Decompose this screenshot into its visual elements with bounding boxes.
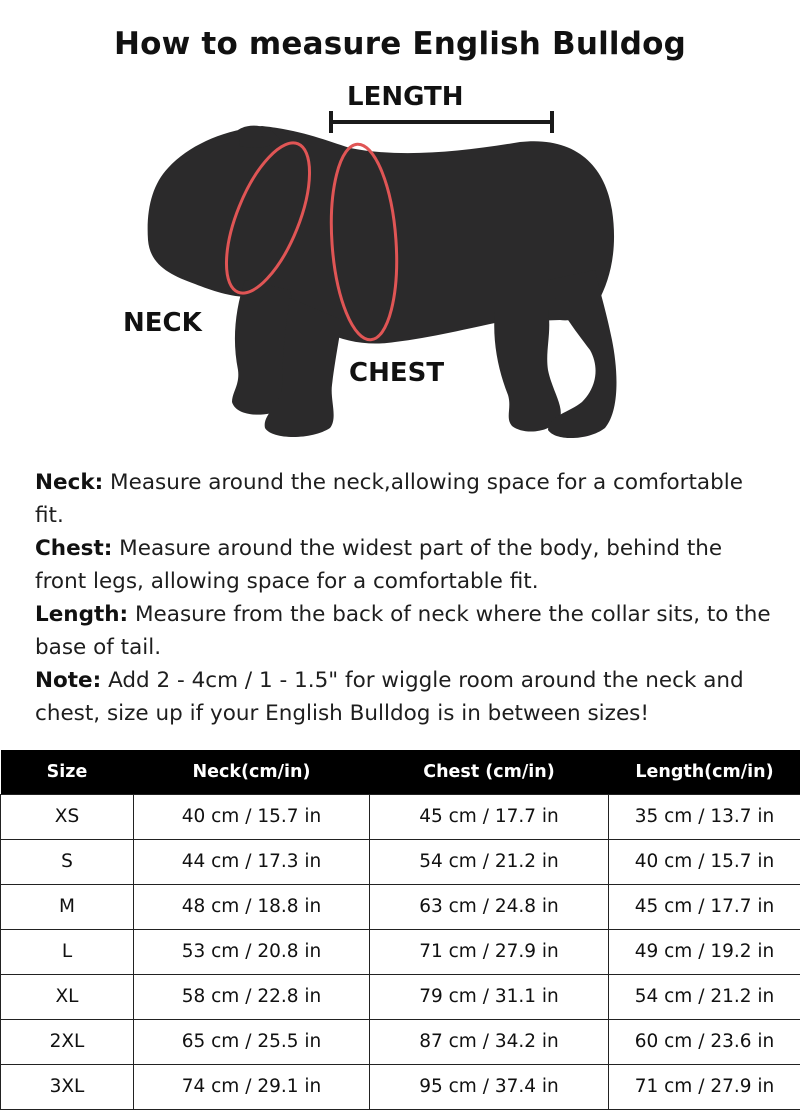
measurement-instructions bbox=[35, 466, 775, 730]
size-chart-table bbox=[0, 750, 800, 1110]
table-row bbox=[1, 974, 800, 1019]
size-cell: 3XL bbox=[1, 1064, 134, 1109]
header-neck: Neck(cm/in) bbox=[134, 750, 370, 794]
table-row bbox=[1, 1064, 800, 1109]
length-cell: 71 cm / 27.9 in bbox=[609, 1064, 800, 1109]
note-neck: Neck: Measure around the neck,allowing space for a comfortable fit. bbox=[35, 470, 743, 528]
length-cell: 54 cm / 21.2 in bbox=[609, 974, 800, 1019]
chest-cell: 95 cm / 37.4 in bbox=[370, 1064, 609, 1109]
length-cell: 49 cm / 19.2 in bbox=[609, 929, 800, 974]
chest-cell: 87 cm / 34.2 in bbox=[370, 1019, 609, 1064]
length-cell: 35 cm / 13.7 in bbox=[609, 794, 800, 839]
length-bar bbox=[331, 111, 552, 133]
neck-cell: 74 cm / 29.1 in bbox=[134, 1064, 370, 1109]
size-cell: 2XL bbox=[1, 1019, 134, 1064]
chest-cell: 63 cm / 24.8 in bbox=[370, 884, 609, 929]
size-cell: L bbox=[1, 929, 134, 974]
size-cell: XL bbox=[1, 974, 134, 1019]
neck-cell: 53 cm / 20.8 in bbox=[134, 929, 370, 974]
table-row bbox=[1, 794, 800, 839]
bulldog-silhouette-icon bbox=[0, 70, 800, 460]
table-header-row bbox=[1, 750, 800, 794]
header-length: Length(cm/in) bbox=[609, 750, 800, 794]
length-cell: 60 cm / 23.6 in bbox=[609, 1019, 800, 1064]
chest-cell: 45 cm / 17.7 in bbox=[370, 794, 609, 839]
neck-cell: 65 cm / 25.5 in bbox=[134, 1019, 370, 1064]
neck-cell: 48 cm / 18.8 in bbox=[134, 884, 370, 929]
chest-cell: 54 cm / 21.2 in bbox=[370, 839, 609, 884]
neck-cell: 58 cm / 22.8 in bbox=[134, 974, 370, 1019]
neck-cell: 44 cm / 17.3 in bbox=[134, 839, 370, 884]
chest-cell: 71 cm / 27.9 in bbox=[370, 929, 609, 974]
table-row bbox=[1, 884, 800, 929]
neck-cell: 40 cm / 15.7 in bbox=[134, 794, 370, 839]
chest-cell: 79 cm / 31.1 in bbox=[370, 974, 609, 1019]
size-cell: S bbox=[1, 839, 134, 884]
note-length: Length: Measure from the back of neck where the collar sits, to the base of tail. bbox=[35, 602, 771, 660]
size-cell: M bbox=[1, 884, 134, 929]
bulldog-measurement-diagram bbox=[0, 70, 800, 460]
header-chest: Chest (cm/in) bbox=[370, 750, 609, 794]
length-cell: 45 cm / 17.7 in bbox=[609, 884, 800, 929]
table-row bbox=[1, 929, 800, 974]
note-chest: Chest: Measure around the widest part of the body, behind the front legs, allowing space for a comfortable fit. bbox=[35, 536, 723, 594]
header-size: Size bbox=[1, 750, 134, 794]
table-row bbox=[1, 1019, 800, 1064]
page-title: How to measure English Bulldog bbox=[113, 26, 687, 62]
note-fit: Note: Add 2 - 4cm / 1 - 1.5" for wiggle room around the neck and chest, size up if your English Bulldog is in between sizes! bbox=[35, 668, 744, 726]
table-row bbox=[1, 839, 800, 884]
size-cell: XS bbox=[1, 794, 134, 839]
neck-label: NECK bbox=[123, 308, 202, 338]
length-label: LENGTH bbox=[347, 82, 464, 112]
chest-label: CHEST bbox=[349, 358, 445, 388]
length-cell: 40 cm / 15.7 in bbox=[609, 839, 800, 884]
